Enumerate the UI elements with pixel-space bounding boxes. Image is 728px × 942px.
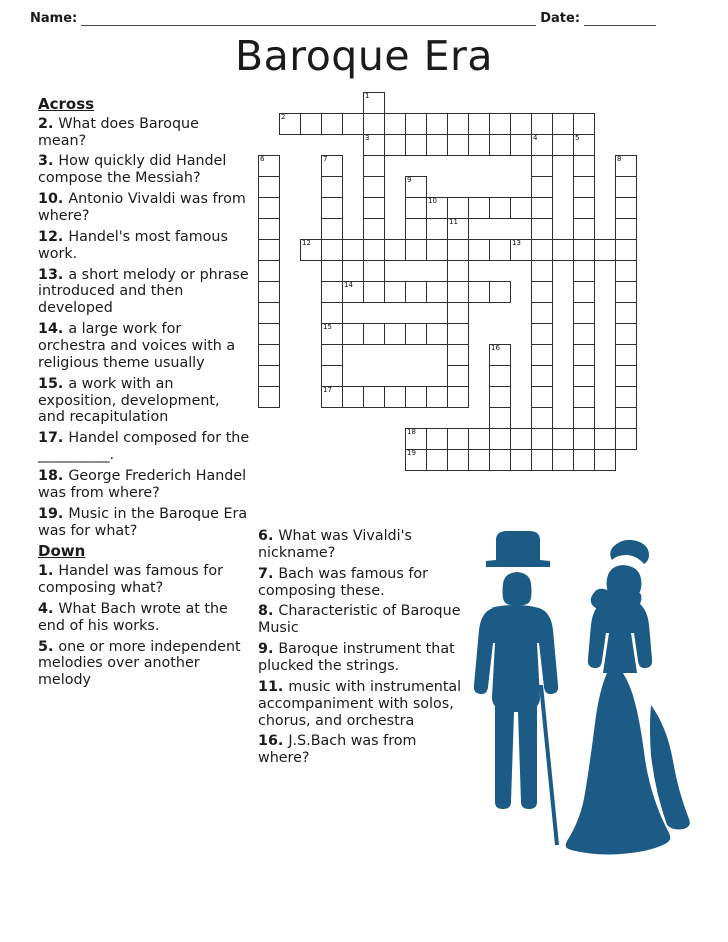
clue-number: 11. — [258, 678, 289, 695]
crossword-cell[interactable] — [489, 386, 511, 408]
crossword-cell[interactable] — [510, 197, 532, 219]
cell-number: 17 — [323, 386, 332, 394]
crossword-cell[interactable] — [258, 365, 280, 387]
clue-text: one or more independent melodies over another melody — [38, 638, 241, 689]
crossword-cell[interactable] — [363, 281, 385, 303]
clue-text: J.S.Bach was from where? — [258, 733, 417, 767]
crossword-cell[interactable] — [300, 113, 322, 135]
down-clue-4 — [38, 601, 250, 635]
crossword-cell[interactable] — [426, 197, 448, 219]
across-clue-2 — [38, 116, 250, 150]
across-clue-10 — [38, 191, 250, 225]
crossword-cell[interactable] — [573, 386, 595, 408]
crossword-cell[interactable] — [468, 281, 490, 303]
crossword-cell[interactable] — [447, 344, 469, 366]
across-clue-18 — [38, 468, 250, 502]
date-label: Date: — [540, 11, 581, 26]
crossword-cell[interactable] — [363, 197, 385, 219]
crossword-cell[interactable] — [531, 155, 553, 177]
crossword-cell[interactable] — [447, 449, 469, 471]
crossword-cell[interactable] — [405, 323, 427, 345]
crossword-cell[interactable] — [531, 407, 553, 429]
clue-number: 14. — [38, 321, 69, 338]
crossword-cell[interactable] — [615, 302, 637, 324]
crossword-cell[interactable] — [468, 239, 490, 261]
clue-number: 3. — [38, 153, 59, 170]
crossword-cell[interactable] — [615, 365, 637, 387]
crossword-cell[interactable] — [573, 281, 595, 303]
crossword-cell[interactable] — [468, 197, 490, 219]
crossword-cell[interactable] — [426, 134, 448, 156]
clue-number: 19. — [38, 505, 69, 522]
crossword-cell[interactable] — [447, 323, 469, 345]
cell-number: 7 — [323, 155, 328, 163]
crossword-cell[interactable] — [615, 323, 637, 345]
down-clue-7 — [258, 566, 463, 600]
crossword-cell[interactable] — [447, 239, 469, 261]
across-clue-17 — [38, 430, 250, 464]
across-heading: Across — [38, 95, 95, 113]
crossword-cell[interactable] — [405, 281, 427, 303]
clue-number: 18. — [38, 468, 69, 485]
down-clue-5 — [38, 639, 250, 690]
crossword-cell[interactable] — [363, 386, 385, 408]
crossword-cell[interactable] — [321, 155, 343, 177]
clue-number: 2. — [38, 115, 59, 132]
crossword-cell[interactable] — [573, 176, 595, 198]
across-clue-3 — [38, 153, 250, 187]
across-clue-12 — [38, 229, 250, 263]
crossword-cell[interactable] — [258, 281, 280, 303]
crossword-cell[interactable] — [321, 176, 343, 198]
crossword-cell[interactable] — [279, 113, 301, 135]
crossword-cell[interactable] — [489, 197, 511, 219]
crossword-cell[interactable] — [615, 176, 637, 198]
cell-number: 5 — [575, 134, 580, 142]
cell-number: 8 — [617, 155, 622, 163]
clue-number: 12. — [38, 228, 69, 245]
crossword-cell[interactable] — [447, 386, 469, 408]
clue-text: Handel composed for the __________. — [38, 430, 250, 464]
clue-number: 15. — [38, 375, 69, 392]
crossword-cell[interactable] — [405, 428, 427, 450]
clue-number: 17. — [38, 430, 69, 447]
crossword-cell[interactable] — [552, 134, 574, 156]
crossword-cell[interactable] — [426, 218, 448, 240]
clue-text: a large work for orchestra and voices with a religious theme usually — [38, 321, 236, 371]
crossword-cell[interactable] — [531, 113, 553, 135]
crossword-cell[interactable] — [615, 155, 637, 177]
crossword-cell[interactable] — [321, 260, 343, 282]
crossword-cell[interactable] — [594, 239, 616, 261]
crossword-cell[interactable] — [384, 386, 406, 408]
cell-number: 19 — [407, 449, 416, 457]
clues-column-left — [38, 96, 250, 693]
crossword-cell[interactable] — [426, 449, 448, 471]
crossword-cell[interactable] — [363, 134, 385, 156]
crossword-cell[interactable] — [615, 281, 637, 303]
crossword-cell[interactable] — [594, 428, 616, 450]
clue-text: Baroque instrument that plucked the strings. — [258, 641, 455, 675]
cell-number: 16 — [491, 344, 500, 352]
clue-text: What Bach wrote at the end of his works. — [38, 600, 228, 634]
name-label: Name: — [30, 11, 78, 26]
crossword-cell[interactable] — [447, 134, 469, 156]
cell-number: 12 — [302, 239, 311, 247]
crossword-cell[interactable] — [615, 197, 637, 219]
crossword-cell[interactable] — [342, 113, 364, 135]
clue-text: Characteristic of Baroque Music — [258, 603, 461, 637]
crossword-cell[interactable] — [573, 218, 595, 240]
crossword-cell[interactable] — [321, 365, 343, 387]
cell-number: 10 — [428, 197, 437, 205]
crossword-cell[interactable] — [447, 197, 469, 219]
clue-text: Antonio Vivaldi was from where? — [38, 191, 246, 224]
cell-number: 11 — [449, 218, 458, 226]
crossword-cell[interactable] — [531, 344, 553, 366]
clue-text: How quickly did Handel compose the Messiah? — [38, 153, 227, 187]
crossword-cell[interactable] — [405, 239, 427, 261]
crossword-cell[interactable] — [447, 281, 469, 303]
down-clue-list-right — [258, 528, 463, 767]
crossword-cell[interactable] — [531, 365, 553, 387]
crossword-cell[interactable] — [426, 428, 448, 450]
worksheet-header — [30, 6, 700, 26]
down-clue-9 — [258, 641, 463, 675]
crossword-cell[interactable] — [321, 386, 343, 408]
crossword-cell[interactable] — [258, 323, 280, 345]
cell-number: 13 — [512, 239, 521, 247]
crossword-cell[interactable] — [405, 176, 427, 198]
crossword-cell[interactable] — [489, 134, 511, 156]
crossword-cell[interactable] — [552, 428, 574, 450]
clue-number: 6. — [258, 528, 279, 544]
clue-text: What was Vivaldi's nickname? — [258, 528, 412, 561]
crossword-cell[interactable] — [447, 218, 469, 240]
crossword-cell[interactable] — [468, 134, 490, 156]
down-clue-6 — [258, 528, 463, 562]
crossword-cell[interactable] — [363, 239, 385, 261]
crossword-cell[interactable] — [531, 134, 553, 156]
crossword-cell[interactable] — [615, 239, 637, 261]
crossword-cell[interactable] — [321, 302, 343, 324]
down-clue-list-left — [38, 563, 250, 689]
crossword-cell[interactable] — [615, 218, 637, 240]
crossword-cell[interactable] — [447, 365, 469, 387]
cell-number: 15 — [323, 323, 332, 331]
crossword-cell[interactable] — [573, 260, 595, 282]
crossword-cell[interactable] — [468, 428, 490, 450]
clue-text: a short melody or phrase introduced and then developed — [38, 266, 249, 317]
across-clue-19 — [38, 506, 250, 540]
clue-number: 16. — [258, 733, 289, 750]
crossword-cell[interactable] — [615, 407, 637, 429]
crossword-cell[interactable] — [426, 239, 448, 261]
crossword-cell[interactable] — [426, 386, 448, 408]
crossword-cell[interactable] — [489, 449, 511, 471]
down-heading: Down — [38, 542, 86, 561]
crossword-cell[interactable] — [321, 113, 343, 135]
crossword-cell[interactable] — [405, 113, 427, 135]
down-clue-1 — [38, 563, 250, 597]
crossword-cell[interactable] — [510, 449, 532, 471]
clue-text: music with instrumental accompaniment with solos, chorus, and orchestra — [258, 678, 462, 729]
cell-number: 9 — [407, 176, 412, 184]
crossword-cell[interactable] — [363, 155, 385, 177]
crossword-cell[interactable] — [489, 344, 511, 366]
crossword-cell[interactable] — [258, 386, 280, 408]
crossword-cell[interactable] — [426, 323, 448, 345]
clue-text: George Frederich Handel was from where? — [38, 468, 247, 501]
crossword-cell[interactable] — [615, 344, 637, 366]
cell-number: 1 — [365, 92, 370, 100]
crossword-cell[interactable] — [489, 428, 511, 450]
crossword-cell[interactable] — [342, 239, 364, 261]
crossword-cell[interactable] — [573, 323, 595, 345]
crossword-cell[interactable] — [531, 197, 553, 219]
crossword-cell[interactable] — [573, 407, 595, 429]
crossword-cell[interactable] — [573, 344, 595, 366]
crossword-cell[interactable] — [489, 113, 511, 135]
crossword-cell[interactable] — [342, 281, 364, 303]
crossword-cell[interactable] — [594, 449, 616, 471]
clue-text: Music in the Baroque Era was for what? — [38, 505, 248, 539]
crossword-cell[interactable] — [426, 113, 448, 135]
crossword-cell[interactable] — [384, 134, 406, 156]
down-clue-8 — [258, 603, 463, 637]
clue-text: What does Baroque mean? — [38, 115, 199, 149]
crossword-cell[interactable] — [258, 260, 280, 282]
crossword-cell[interactable] — [531, 281, 553, 303]
crossword-cell[interactable] — [510, 134, 532, 156]
crossword-cell[interactable] — [552, 449, 574, 471]
crossword-cell[interactable] — [531, 176, 553, 198]
crossword-cell[interactable] — [468, 113, 490, 135]
crossword-cell[interactable] — [552, 239, 574, 261]
clue-number: 9. — [258, 641, 279, 658]
across-clue-15 — [38, 376, 250, 427]
crossword-cell[interactable] — [573, 449, 595, 471]
crossword-cell[interactable] — [447, 260, 469, 282]
crossword-cell[interactable] — [405, 449, 427, 471]
crossword-cell[interactable] — [363, 323, 385, 345]
crossword-cell[interactable] — [573, 365, 595, 387]
crossword-cell[interactable] — [510, 113, 532, 135]
crossword-cell[interactable] — [321, 218, 343, 240]
crossword-cell[interactable] — [363, 92, 385, 114]
crossword-cell[interactable] — [321, 344, 343, 366]
crossword-cell[interactable] — [447, 113, 469, 135]
crossword-cell[interactable] — [363, 176, 385, 198]
crossword-cell[interactable] — [531, 239, 553, 261]
clue-text: a work with an exposition, development, and recapitulation — [38, 375, 220, 426]
down-clue-11 — [258, 679, 463, 730]
crossword-cell[interactable] — [321, 239, 343, 261]
clue-text: Bach was famous for composing these. — [258, 565, 429, 599]
crossword-cell[interactable] — [258, 218, 280, 240]
crossword-cell[interactable] — [405, 197, 427, 219]
crossword-cell[interactable] — [258, 239, 280, 261]
crossword-cell[interactable] — [447, 302, 469, 324]
crossword-cell[interactable] — [384, 113, 406, 135]
cell-number: 18 — [407, 428, 416, 436]
across-clue-list — [38, 116, 250, 540]
cell-number: 14 — [344, 281, 353, 289]
crossword-cell[interactable] — [321, 197, 343, 219]
crossword-cell[interactable] — [405, 218, 427, 240]
crossword-cell[interactable] — [531, 323, 553, 345]
crossword-cell[interactable] — [489, 365, 511, 387]
crossword-cell[interactable] — [363, 218, 385, 240]
clue-text: Handel was famous for composing what? — [38, 563, 223, 596]
crossword-cell[interactable] — [258, 155, 280, 177]
crossword-cell[interactable] — [573, 239, 595, 261]
crossword-cell[interactable] — [321, 323, 343, 345]
crossword-cell[interactable] — [573, 197, 595, 219]
date-write-line[interactable] — [584, 12, 656, 26]
crossword-cell[interactable] — [531, 260, 553, 282]
crossword-cell[interactable] — [489, 407, 511, 429]
crossword-cell[interactable] — [258, 176, 280, 198]
crossword-cell[interactable] — [573, 302, 595, 324]
crossword-cell[interactable] — [384, 239, 406, 261]
crossword-cell[interactable] — [552, 113, 574, 135]
crossword-cell[interactable] — [573, 155, 595, 177]
down-clue-16 — [258, 733, 463, 767]
crossword-cell[interactable] — [510, 239, 532, 261]
crossword-cell[interactable] — [573, 134, 595, 156]
crossword-cell[interactable] — [363, 260, 385, 282]
crossword-cell[interactable] — [258, 197, 280, 219]
clue-number: 5. — [38, 638, 59, 655]
crossword-cell[interactable] — [531, 449, 553, 471]
crossword-cell[interactable] — [489, 281, 511, 303]
crossword-cell[interactable] — [321, 281, 343, 303]
page-title: Baroque Era — [235, 32, 493, 80]
clue-number: 7. — [258, 565, 279, 582]
cell-number: 4 — [533, 134, 538, 142]
crossword-cell[interactable] — [510, 428, 532, 450]
crossword-cell[interactable] — [573, 428, 595, 450]
crossword-cell[interactable] — [615, 260, 637, 282]
crossword-cell[interactable] — [405, 134, 427, 156]
cell-number: 6 — [260, 155, 265, 163]
clue-number: 1. — [38, 563, 59, 580]
crossword-cell[interactable] — [615, 386, 637, 408]
crossword-cell[interactable] — [489, 239, 511, 261]
crossword-cell[interactable] — [258, 302, 280, 324]
crossword-cell[interactable] — [531, 218, 553, 240]
clue-text: Handel's most famous work. — [38, 228, 228, 262]
across-clue-14 — [38, 321, 250, 372]
across-clue-13 — [38, 267, 250, 318]
crossword-cell[interactable] — [468, 449, 490, 471]
cell-number: 2 — [281, 113, 286, 121]
clue-number: 13. — [38, 266, 69, 283]
cell-number: 3 — [365, 134, 370, 142]
crossword-cell[interactable] — [363, 113, 385, 135]
crossword-cell[interactable] — [300, 239, 322, 261]
name-write-line[interactable] — [81, 12, 536, 26]
crossword-cell[interactable] — [573, 113, 595, 135]
crossword-cell[interactable] — [426, 281, 448, 303]
clues-column-right — [258, 528, 463, 771]
crossword-cell[interactable] — [342, 386, 364, 408]
victorian-couple-silhouette-icon — [455, 525, 710, 855]
crossword-cell[interactable] — [384, 323, 406, 345]
clue-number: 10. — [38, 191, 69, 208]
crossword-cell[interactable] — [531, 428, 553, 450]
clue-number: 4. — [38, 600, 59, 617]
crossword-cell[interactable] — [615, 428, 637, 450]
crossword-cell[interactable] — [531, 302, 553, 324]
crossword-cell[interactable] — [405, 386, 427, 408]
crossword-cell[interactable] — [342, 323, 364, 345]
crossword-cell[interactable] — [258, 344, 280, 366]
crossword-cell[interactable] — [384, 281, 406, 303]
crossword-cell[interactable] — [531, 386, 553, 408]
clue-number: 8. — [258, 603, 279, 620]
crossword-cell[interactable] — [447, 428, 469, 450]
